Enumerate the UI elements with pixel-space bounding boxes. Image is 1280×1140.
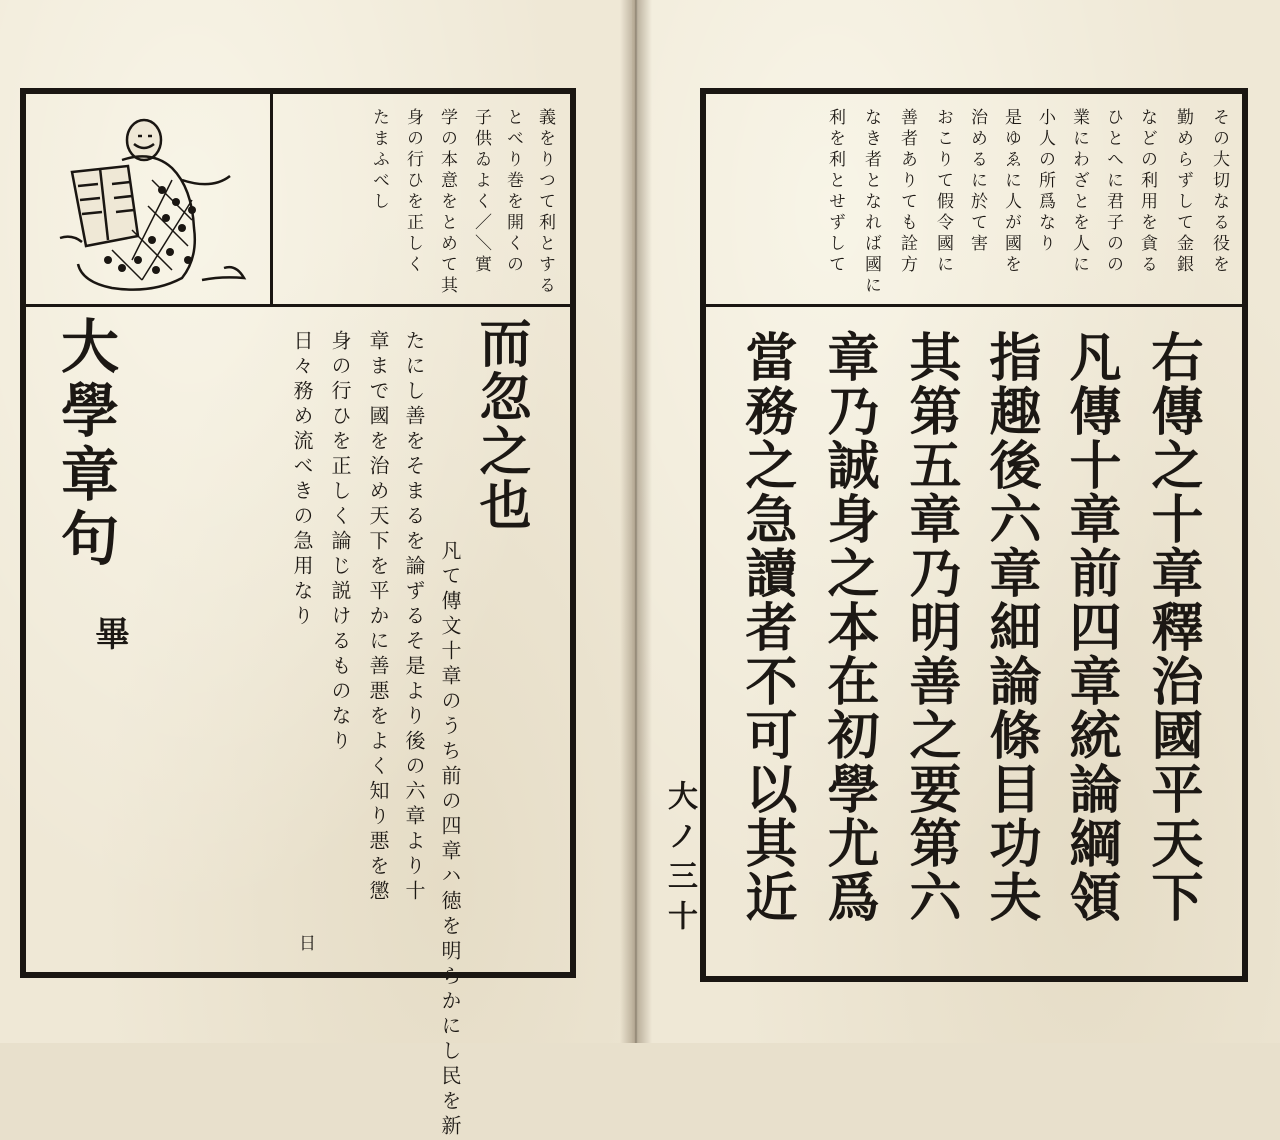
- left-commentary-col-2: たにし善をそまるを論ずるそ是より後の六章より十: [402, 330, 426, 905]
- left-end-mark: 日: [295, 934, 315, 955]
- right-header-col-11: なき者となれば國に: [861, 108, 881, 297]
- left-header-col-4: 学の本意をとめて其: [437, 108, 457, 297]
- right-header-col-3: などの利用を貪る: [1137, 108, 1157, 276]
- left-commentary-col-4: 身の行ひを正しく論じ説けるものなり: [328, 330, 352, 755]
- left-header-divider: [20, 304, 576, 307]
- left-commentary-col-3: 章まで國を治め天下を平かに善悪をよく知り悪を懲: [366, 330, 390, 905]
- folio-number: 大ノ三十: [662, 780, 697, 940]
- main-text-col-1: 右傳之十章釋治國平天下: [1142, 330, 1203, 924]
- main-text-col-6: 當務之急讀者不可以其近: [736, 330, 797, 924]
- book-title: 大學章句: [51, 316, 119, 572]
- left-header-col-3: 子供ゐよく／＼實: [471, 108, 491, 276]
- right-header-col-2: 勤めらずして金銀: [1173, 108, 1193, 276]
- title-end-mark: 畢: [89, 616, 129, 650]
- book-gutter: [620, 0, 652, 1043]
- left-header-col-1: 義をりつて利とする: [535, 108, 555, 297]
- left-commentary-col-5: 日々務め流べきの急用なり: [290, 330, 314, 630]
- right-header-col-7: 是ゆゑに人が國を: [1001, 108, 1021, 276]
- right-header-col-12: 利を利とせずして: [825, 108, 845, 276]
- right-header-col-8: 治めるに於て害: [967, 108, 987, 255]
- main-text-col-5: 章乃誠身之本在初學尤爲: [818, 330, 879, 924]
- right-header-col-4: ひとへに君子のの: [1103, 108, 1123, 276]
- left-commentary-col-1: 凡て傳文十章のうち前の四章ハ徳を明らかにし民を新: [438, 540, 462, 1140]
- right-header-col-5: 業にわざとを人に: [1069, 108, 1089, 276]
- left-header-split: [270, 92, 273, 306]
- reading-scholar-icon: [52, 110, 252, 300]
- main-text-col-4: 其第五章乃明善之要第六: [900, 330, 961, 924]
- right-header-col-1: その大切なる役を: [1209, 108, 1229, 276]
- right-header-col-9: おこりて假令國に: [933, 108, 953, 276]
- left-header-col-2: とべり巻を開くの: [503, 108, 523, 276]
- main-text-col-2: 凡傳十章前四章統論綱領: [1060, 330, 1121, 924]
- right-header-col-6: 小人の所爲なり: [1035, 108, 1055, 255]
- left-header-col-6: たまふべし: [369, 108, 389, 213]
- right-header-col-10: 善者ありても詮方: [897, 108, 917, 276]
- left-main-heading: 而忽之也: [470, 316, 531, 532]
- main-text-col-3: 指趣後六章細論條目功夫: [980, 330, 1041, 924]
- left-header-col-5: 身の行ひを正しく: [403, 108, 423, 276]
- right-header-divider: [700, 304, 1248, 307]
